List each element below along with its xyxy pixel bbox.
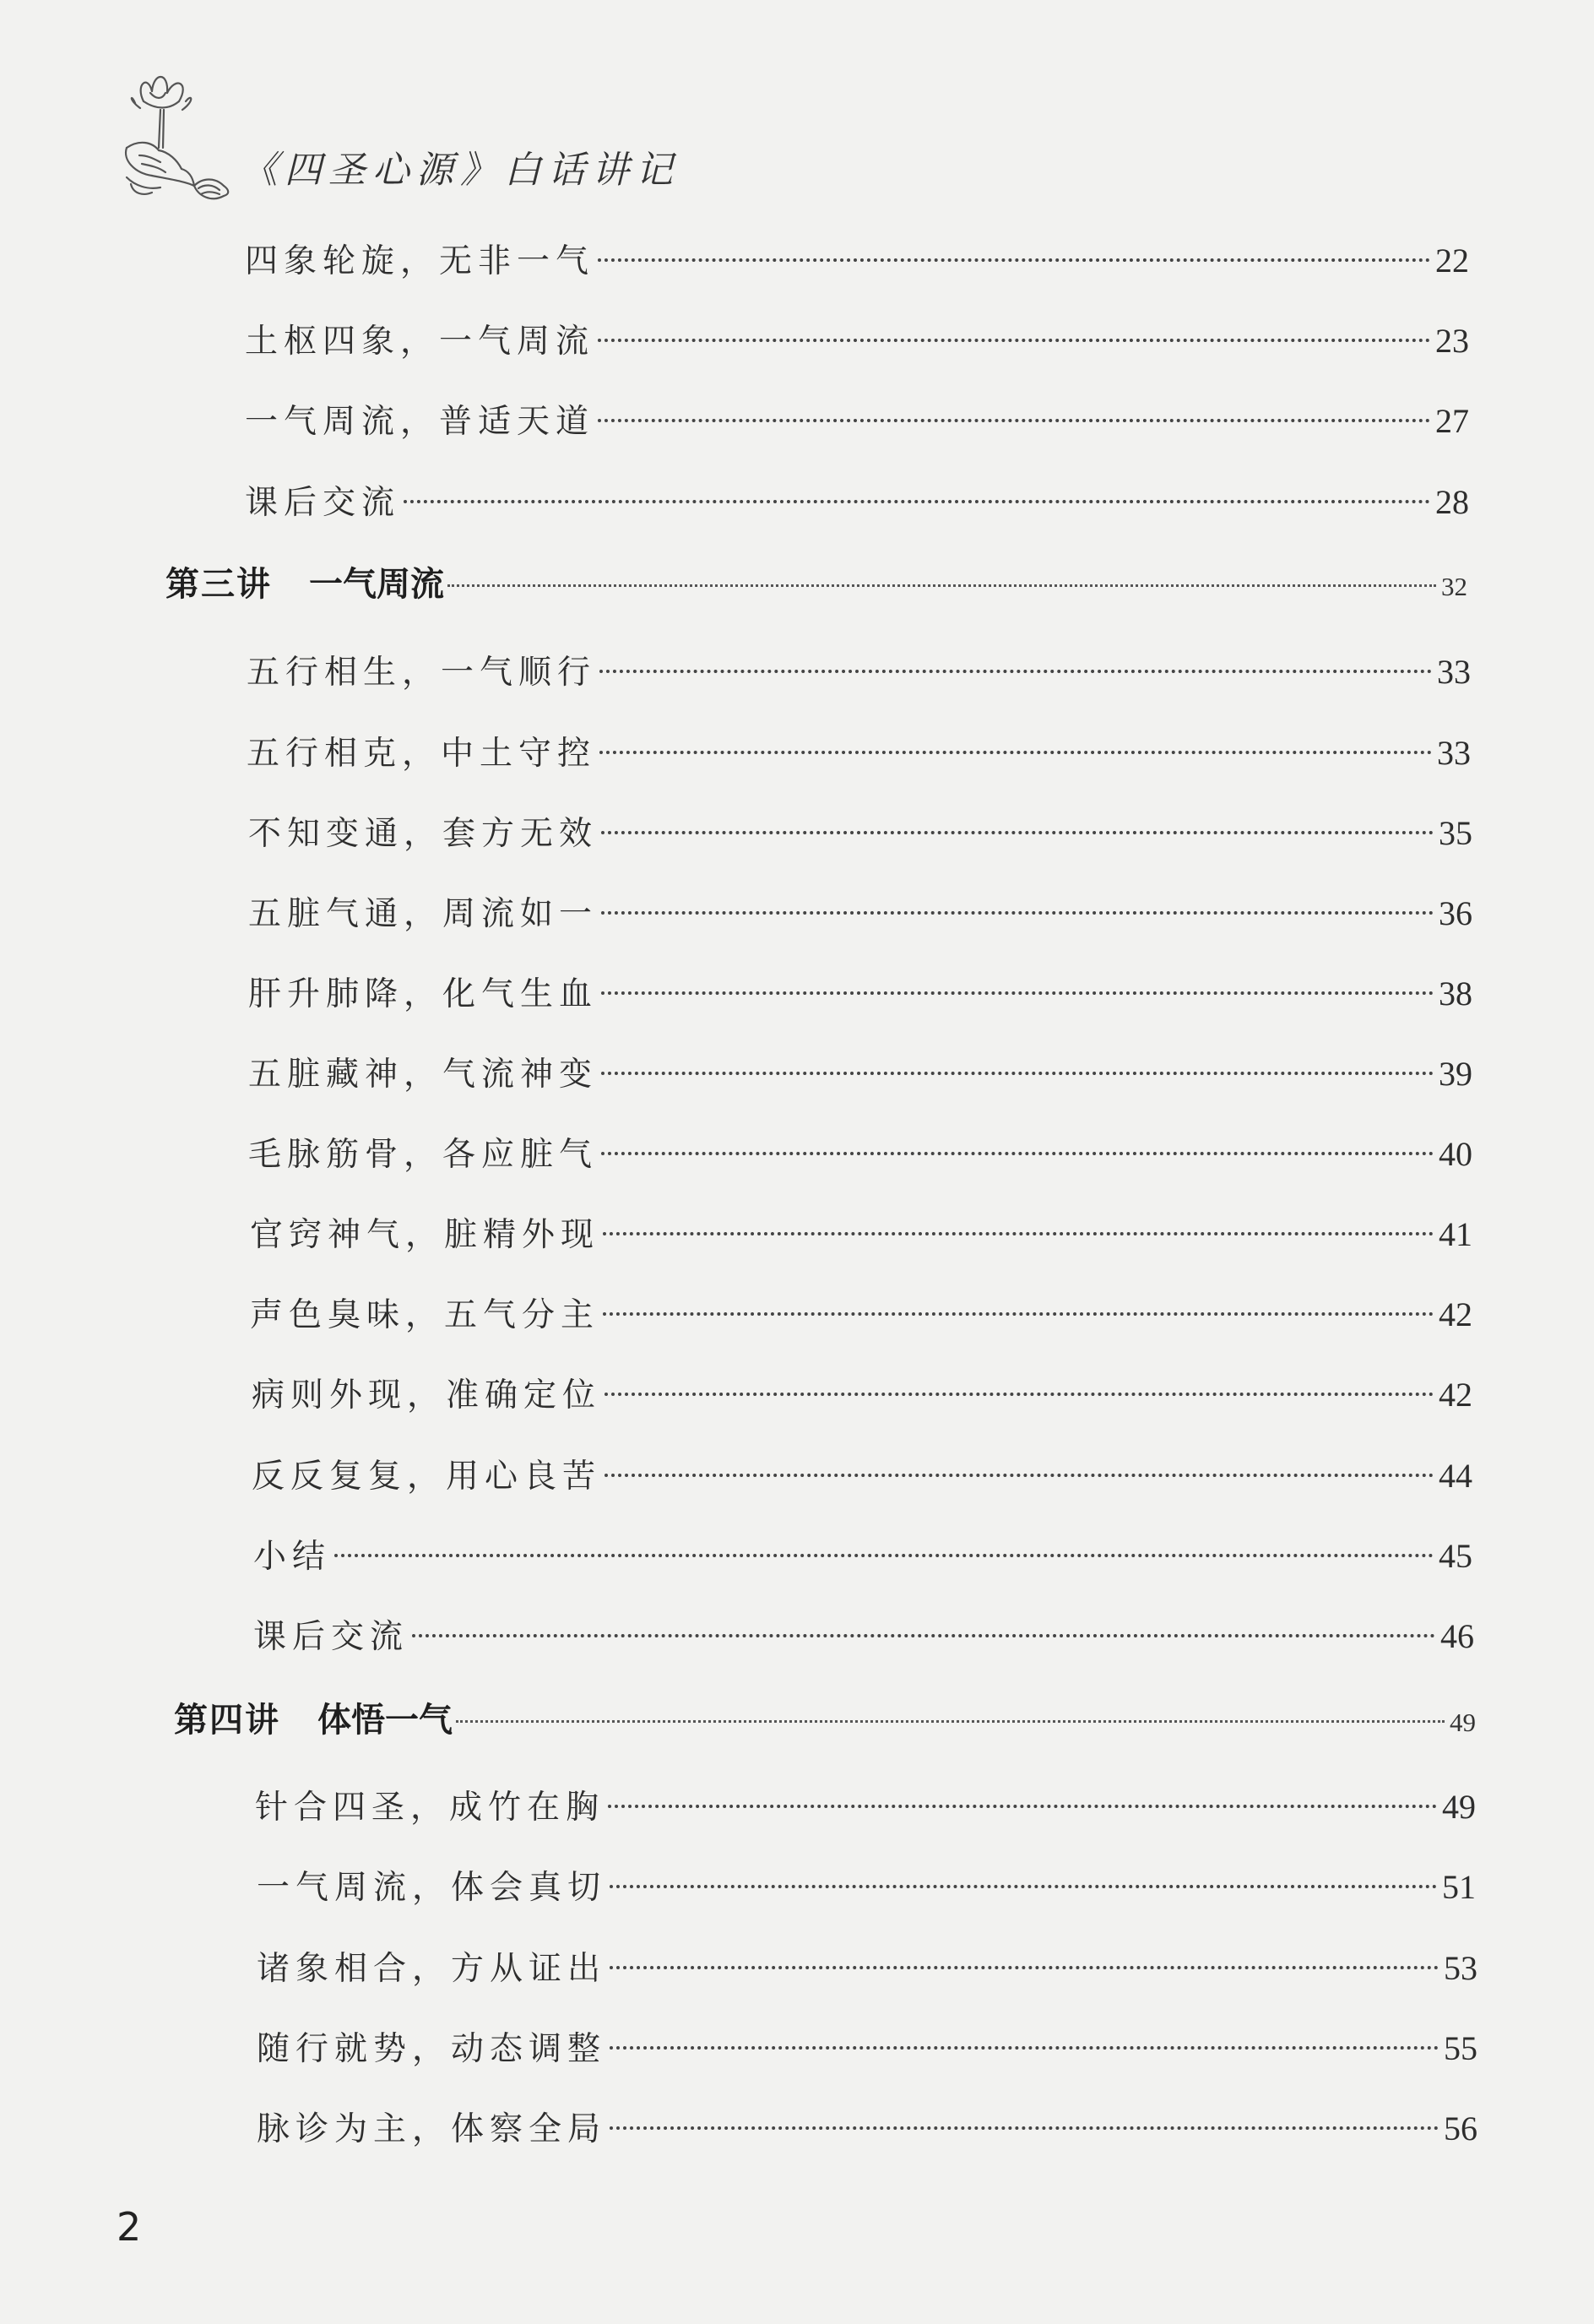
toc-entry[interactable] — [248, 807, 1472, 858]
toc-entry-title: 五脏气通，周流如一 — [248, 895, 599, 933]
toc-entry[interactable] — [248, 1048, 1472, 1099]
leader-dots — [598, 419, 1430, 422]
toc-entry[interactable] — [257, 2023, 1477, 2073]
toc-entry-page: 55 — [1444, 2029, 1477, 2067]
toc-entry-page: 38 — [1439, 975, 1472, 1013]
toc-entry[interactable] — [257, 1861, 1476, 1912]
toc-chapter-entry[interactable] — [174, 1693, 1476, 1744]
leader-dots — [334, 1554, 1434, 1557]
leader-dots — [601, 1072, 1434, 1075]
toc-entry-title: 官窍神气，脏精外现 — [250, 1216, 600, 1254]
toc-entry[interactable] — [257, 1942, 1477, 1993]
toc-entry[interactable] — [250, 1289, 1472, 1339]
toc-entry[interactable] — [245, 235, 1469, 285]
toc-entry-page: 46 — [1440, 1617, 1474, 1655]
leader-dots — [456, 1720, 1445, 1723]
toc-entry-title: 五行相克，中土守控 — [247, 735, 597, 773]
toc-entry[interactable] — [253, 1530, 1472, 1581]
toc-entry-page: 49 — [1442, 1788, 1476, 1826]
toc-entry-title: 病则外现，准确定位 — [252, 1376, 602, 1414]
toc-entry[interactable] — [253, 1610, 1474, 1661]
leader-dots — [610, 2126, 1439, 2130]
toc-entry-page: 40 — [1439, 1135, 1472, 1173]
toc-entry-title: 肝升肺降，化气生血 — [248, 975, 599, 1013]
toc-entry[interactable] — [255, 1781, 1476, 1832]
toc-entry-title: 五脏藏神，气流神变 — [248, 1056, 599, 1094]
toc-entry-page: 33 — [1437, 653, 1471, 691]
toc-entry-title: 针合四圣，成竹在胸 — [255, 1789, 605, 1827]
toc-entry-title: 诸象相合，方从证出 — [257, 1950, 607, 1988]
toc-entry[interactable] — [248, 968, 1472, 1018]
toc-entry-page: 23 — [1435, 322, 1469, 360]
toc-entry[interactable] — [250, 1208, 1472, 1259]
toc-entry[interactable] — [245, 395, 1469, 446]
toc-entry-page: 53 — [1444, 1949, 1477, 1987]
leader-dots — [404, 500, 1430, 503]
leader-dots — [599, 751, 1432, 754]
toc-entry[interactable] — [248, 1128, 1472, 1179]
chapter-title: 体悟一气 — [317, 1701, 453, 1740]
toc-entry-page: 49 — [1450, 1708, 1476, 1737]
toc-entry-title: 课后交流 — [245, 484, 401, 522]
leader-dots — [598, 258, 1430, 262]
toc-entry[interactable] — [252, 1450, 1472, 1501]
toc-entry-page: 32 — [1441, 572, 1467, 601]
toc-entry[interactable] — [245, 476, 1469, 527]
toc-entry-title: 声色臭味，五气分主 — [250, 1296, 600, 1334]
toc-entry-title: 脉诊为主，体察全局 — [257, 2110, 607, 2148]
toc-entry-title: 小结 — [253, 1538, 332, 1576]
leader-dots — [610, 2046, 1439, 2050]
toc-entry-page: 42 — [1439, 1376, 1472, 1414]
leader-dots — [605, 1474, 1434, 1477]
leader-dots — [603, 1312, 1434, 1316]
toc-entry[interactable] — [257, 2103, 1477, 2153]
toc-entry[interactable] — [247, 646, 1471, 697]
toc-entry-page: 44 — [1439, 1457, 1472, 1495]
toc-chapter-entry[interactable] — [165, 557, 1467, 608]
toc-entry-page: 28 — [1435, 483, 1469, 521]
toc-entry-page: 22 — [1435, 242, 1469, 280]
leader-dots — [610, 1966, 1439, 1969]
toc-entry-title: 土枢四象，一气周流 — [245, 323, 595, 361]
toc-entry-page: 39 — [1439, 1055, 1472, 1093]
toc-entry-page: 41 — [1439, 1215, 1472, 1253]
toc-entry-page: 42 — [1439, 1295, 1472, 1333]
toc-entry-title: 不知变通，套方无效 — [248, 815, 599, 853]
leader-dots — [447, 584, 1436, 587]
leader-dots — [412, 1634, 1435, 1637]
toc-entry[interactable] — [252, 1369, 1472, 1420]
toc-entry-title: 毛脉筋骨，各应脏气 — [248, 1136, 599, 1174]
leader-dots — [599, 670, 1432, 673]
toc-entry-page: 27 — [1435, 402, 1469, 440]
chapter-number: 第三讲 — [165, 565, 272, 604]
leader-dots — [598, 339, 1430, 342]
leader-dots — [601, 831, 1434, 834]
leader-dots — [601, 1152, 1434, 1155]
toc-entry[interactable] — [245, 315, 1469, 366]
chapter-title: 一气周流 — [309, 565, 444, 604]
leader-dots — [605, 1393, 1434, 1396]
toc-entry-page: 45 — [1439, 1537, 1472, 1575]
toc-entry-title: 随行就势，动态调整 — [257, 2030, 607, 2068]
toc-entry-page: 36 — [1439, 894, 1472, 932]
toc-entry-title: 一气周流，体会真切 — [257, 1869, 607, 1907]
leader-dots — [603, 1232, 1434, 1235]
leader-dots — [601, 991, 1434, 995]
toc-entry-title: 课后交流 — [253, 1618, 409, 1656]
toc-entry-title: 一气周流，普适天道 — [245, 403, 595, 441]
toc-entry[interactable] — [248, 888, 1472, 938]
toc-entry[interactable] — [247, 727, 1471, 778]
leader-dots — [608, 1805, 1437, 1808]
book-title: 《四圣心源》白话讲记 — [241, 149, 680, 192]
leader-dots — [610, 1885, 1437, 1888]
toc-entry-title: 四象轮旋，无非一气 — [245, 242, 595, 280]
toc-entry-page: 51 — [1442, 1868, 1476, 1906]
toc-entry-page: 56 — [1444, 2110, 1477, 2148]
toc-entry-page: 33 — [1437, 734, 1471, 772]
toc-entry-page: 35 — [1439, 814, 1472, 852]
page-number: 2 — [117, 2204, 142, 2250]
toc-entry-title: 反反复复，用心良苦 — [252, 1458, 602, 1496]
toc-entry-title: 五行相生，一气顺行 — [247, 654, 597, 692]
chapter-number: 第四讲 — [174, 1701, 280, 1740]
leader-dots — [601, 911, 1434, 915]
